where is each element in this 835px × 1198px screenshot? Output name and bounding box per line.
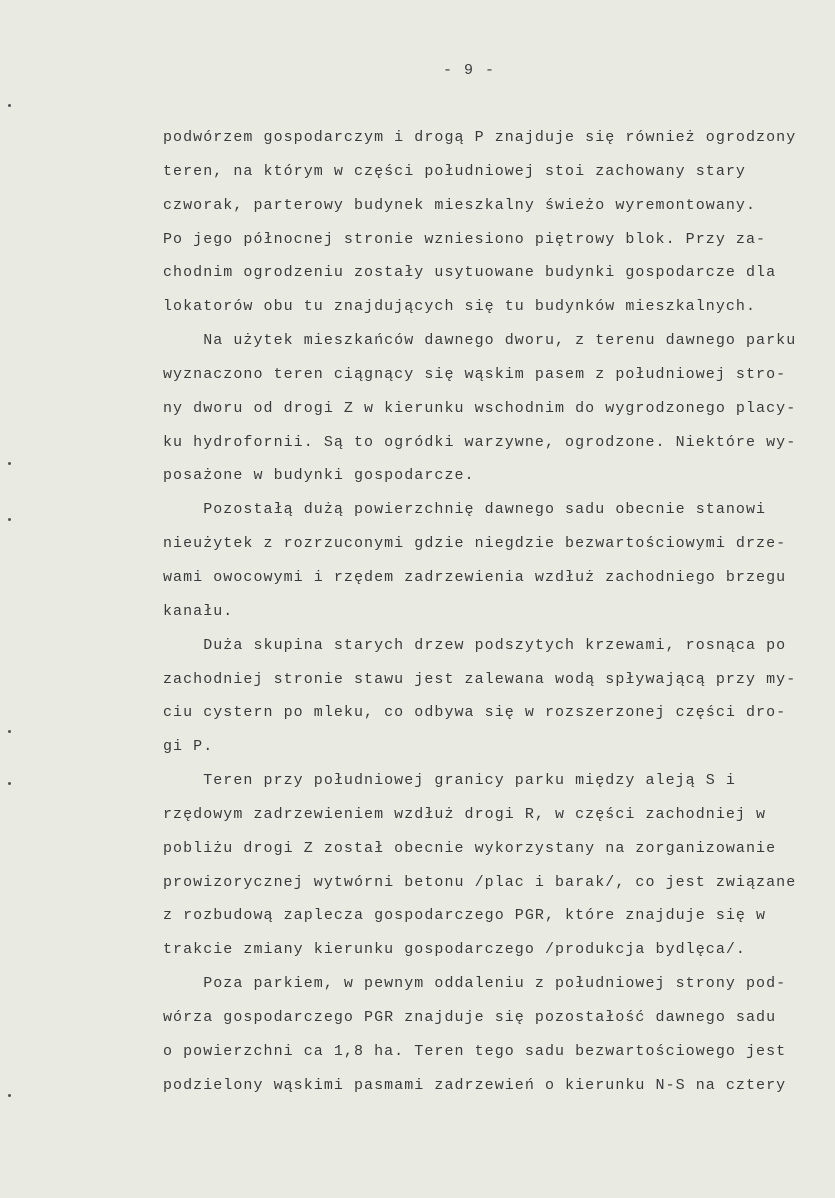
- text-line: wórza gospodarczego PGR znajduje się pozostałość dawnego sadu: [163, 1008, 777, 1026]
- text-line: o powierzchni ca 1,8 ha. Teren tego sadu bezwartościowego jest: [163, 1042, 787, 1060]
- text-line: lokatorów obu tu znajdujących się tu budynków mieszkalnych.: [163, 298, 757, 316]
- text-line: teren, na którym w części południowej stoi zachowany stary: [163, 162, 746, 180]
- text-line: prowizorycznej wytwórni betonu /plac i barak/, co jest związane: [163, 873, 797, 891]
- document-body: [163, 121, 835, 1102]
- text-line: Po jego północnej stronie wzniesiono piętrowy blok. Przy za-: [163, 230, 767, 248]
- text-line: gi P.: [163, 738, 214, 756]
- text-line: z rozbudową zaplecza gospodarczego PGR, które znajduje się w: [163, 907, 767, 925]
- text-line: ny dworu od drogi Z w kierunku wschodnim do wygrodzonego placy-: [163, 399, 797, 417]
- margin-mark: [8, 518, 11, 521]
- text-line: zachodniej stronie stawu jest zalewana wodą spływającą przy my-: [163, 670, 797, 688]
- text-line: czworak, parterowy budynek mieszkalny świeżo wyremontowany.: [163, 196, 757, 214]
- text-line: trakcie zmiany kierunku gospodarczego /produkcja bydlęca/.: [163, 941, 746, 959]
- text-line: posażone w budynki gospodarcze.: [163, 467, 475, 485]
- text-line: Poza parkiem, w pewnym oddaleniu z południowej strony pod-: [163, 975, 787, 993]
- text-line: podzielony wąskimi pasmami zadrzewień o kierunku N-S na cztery: [163, 1076, 787, 1094]
- margin-mark: [8, 730, 11, 733]
- text-line: podwórzem gospodarczym i drogą P znajduje się również ogrodzony: [163, 129, 797, 146]
- text-line: chodnim ogrodzeniu zostały usytuowane budynki gospodarcze dla: [163, 264, 777, 282]
- text-line: pobliżu drogi Z został obecnie wykorzystany na zorganizowanie: [163, 839, 777, 857]
- page-number: - 9 -: [443, 62, 496, 79]
- text-line: nieużytek z rozrzuconymi gdzie niegdzie bezwartościowymi drze-: [163, 535, 787, 553]
- margin-mark: [8, 782, 11, 785]
- margin-mark: [8, 104, 11, 107]
- text-line: wami owocowymi i rzędem zadrzewienia wzdłuż zachodniego brzegu: [163, 568, 787, 586]
- text-line: kanału.: [163, 602, 234, 620]
- text-line: wyznaczono teren ciągnący się wąskim pasem z południowej stro-: [163, 365, 787, 383]
- text-line: Teren przy południowej granicy parku między aleją S i: [163, 772, 736, 790]
- text-line: ku hydrofornii. Są to ogródki warzywne, ogrodzone. Niektóre wy-: [163, 433, 797, 451]
- text-line: Duża skupina starych drzew podszytych krzewami, rosnąca po: [163, 636, 787, 654]
- text-line: ciu cystern po mleku, co odbywa się w rozszerzonej części dro-: [163, 704, 787, 722]
- margin-mark: [8, 1094, 11, 1097]
- text-line: Pozostałą dużą powierzchnię dawnego sadu obecnie stanowi: [163, 501, 767, 519]
- text-line: Na użytek mieszkańców dawnego dworu, z terenu dawnego parku: [163, 332, 797, 350]
- margin-mark: [8, 462, 11, 465]
- text-line: rzędowym zadrzewieniem wzdłuż drogi R, w części zachodniej w: [163, 805, 767, 823]
